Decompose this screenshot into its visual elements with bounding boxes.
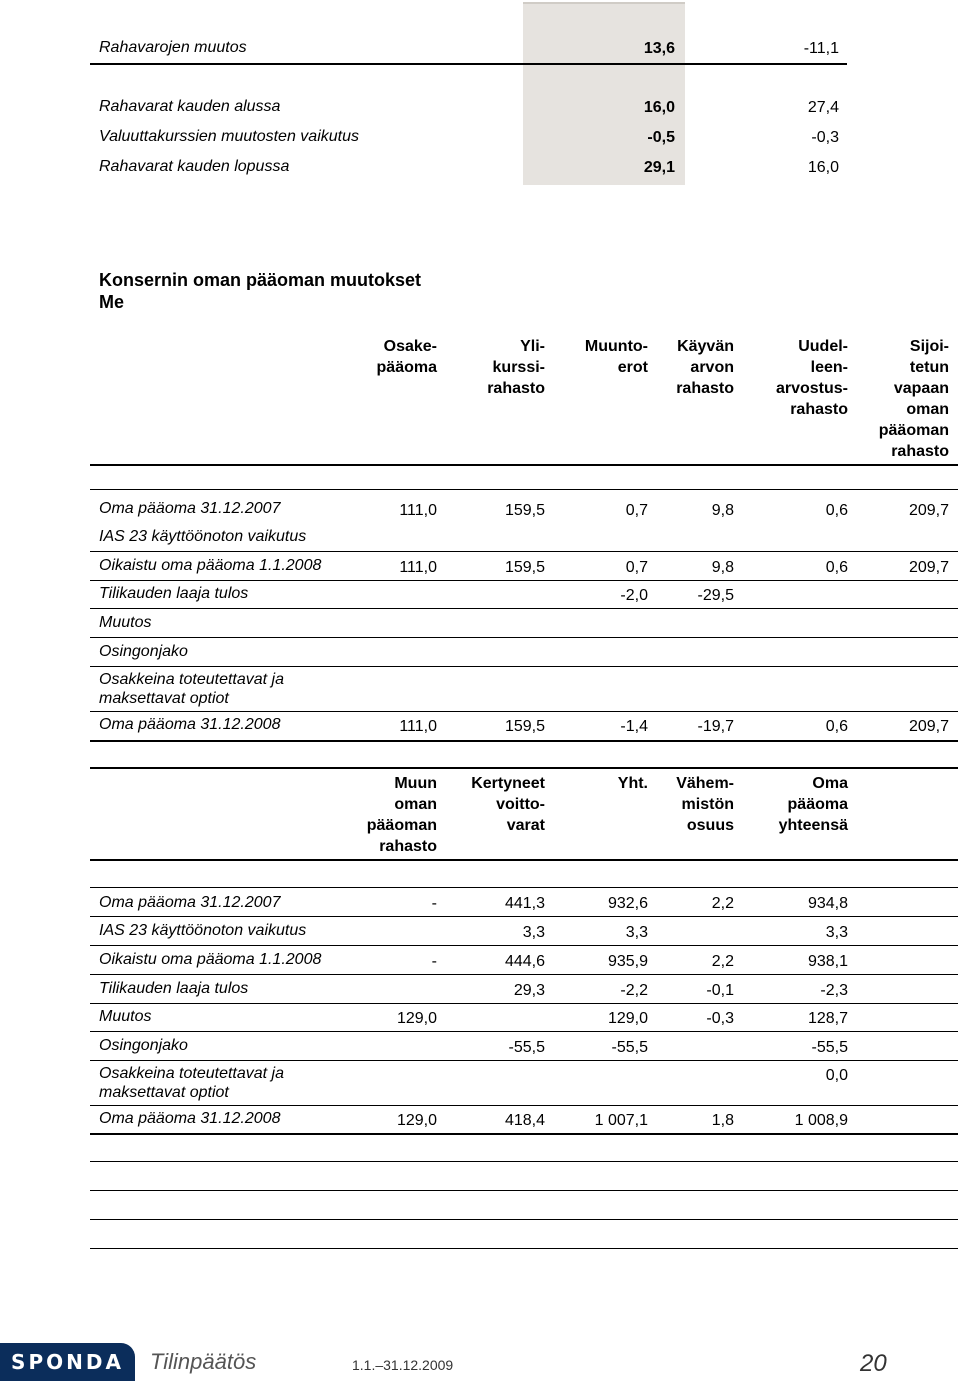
divider	[90, 1248, 958, 1249]
divider	[90, 1161, 958, 1162]
divider	[90, 580, 958, 581]
highlight-top-border	[523, 2, 685, 4]
cell: 932,6	[607, 895, 648, 912]
page-number: 20	[860, 1350, 887, 1377]
cell: 444,6	[504, 953, 545, 970]
cell: 9,8	[711, 502, 734, 519]
cell: 129,0	[396, 1010, 437, 1027]
cell: 129,0	[396, 1112, 437, 1129]
cell: 9,8	[711, 559, 734, 576]
row-label: IAS 23 käyttöönoton vaikutus	[99, 922, 307, 939]
cell: -2,2	[620, 982, 648, 999]
row-label-cont: maksettavat optiot	[99, 1084, 229, 1101]
column-header: Sijoi- tetun vapaan oman pääoman rahasto	[878, 338, 949, 460]
cashflow-label: Rahavarojen muutos	[99, 39, 247, 56]
divider	[90, 1133, 958, 1135]
row-label: IAS 23 käyttöönoton vaikutus	[99, 528, 307, 545]
divider	[90, 637, 958, 638]
row-label: Oma pääoma 31.12.2007	[99, 500, 281, 517]
cell: 0,6	[825, 502, 848, 519]
divider	[90, 887, 958, 888]
cell: 159,5	[504, 502, 545, 519]
cashflow-label: Rahavarat kauden lopussa	[99, 158, 290, 175]
footer-title: Tilinpäätös	[150, 1349, 257, 1374]
column-header: Oma pääoma yhteensä	[778, 775, 848, 834]
cell: -2,3	[820, 982, 848, 999]
divider	[90, 1060, 958, 1061]
divider	[90, 974, 958, 975]
cashflow-cur: 29,1	[643, 159, 675, 176]
divider	[90, 489, 958, 490]
cell: 129,0	[607, 1010, 648, 1027]
header-divider	[90, 464, 958, 466]
column-header: Vähem- mistön osuus	[676, 775, 734, 834]
cell: 128,7	[807, 1010, 848, 1027]
divider	[90, 608, 958, 609]
cashflow-prev: 27,4	[807, 99, 839, 116]
cell: -0,1	[706, 982, 734, 999]
row-label: Muutos	[99, 1008, 152, 1025]
cell: 0,0	[825, 1067, 848, 1084]
sponda-logo: SPONDA	[0, 1343, 135, 1381]
row-label: Osakkeina toteutettavat ja	[99, 671, 284, 688]
cell: 29,3	[513, 982, 545, 999]
row-label: Oma pääoma 31.12.2008	[99, 1110, 281, 1127]
column-header: Kertyneet voitto- varat	[471, 775, 545, 834]
cell: -55,5	[611, 1039, 648, 1056]
cashflow-prev: 16,0	[807, 159, 839, 176]
divider	[90, 551, 958, 552]
cell: 3,3	[825, 924, 848, 941]
unit-label: Me	[99, 292, 125, 312]
cell: 441,3	[504, 895, 545, 912]
column-header: Osake- pääoma	[376, 338, 437, 376]
cell: 159,5	[504, 718, 545, 735]
divider	[90, 63, 847, 65]
divider	[90, 945, 958, 946]
cell: 935,9	[607, 953, 648, 970]
cell: 1,8	[711, 1112, 734, 1129]
cell: 2,2	[711, 953, 734, 970]
footer-period: 1.1.–31.12.2009	[352, 1357, 454, 1373]
cell: -55,5	[508, 1039, 545, 1056]
divider	[90, 916, 958, 917]
cell: 2,2	[711, 895, 734, 912]
cell: 111,0	[399, 718, 437, 735]
cell: 3,3	[522, 924, 545, 941]
cell: 0,6	[825, 718, 848, 735]
divider	[90, 767, 958, 769]
cashflow-prev: -0,3	[811, 129, 839, 146]
cell: -	[431, 953, 437, 970]
divider	[90, 1031, 958, 1032]
cell: 1 007,1	[594, 1112, 648, 1129]
row-label: Tilikauden laaja tulos	[99, 585, 249, 602]
cell: -29,5	[697, 587, 734, 604]
cell: 111,0	[399, 559, 437, 576]
cell: 111,0	[399, 502, 437, 519]
row-label: Tilikauden laaja tulos	[99, 980, 249, 997]
divider	[90, 666, 958, 667]
cell: 0,6	[825, 559, 848, 576]
cashflow-cur: 16,0	[643, 99, 675, 116]
divider	[90, 711, 958, 712]
row-label: Oma pääoma 31.12.2008	[99, 716, 281, 733]
divider	[90, 740, 958, 742]
cashflow-label: Rahavarat kauden alussa	[99, 98, 281, 115]
header-divider	[90, 859, 958, 861]
cell: -2,0	[620, 587, 648, 604]
column-header: Yht.	[617, 775, 648, 792]
cell: 0,7	[625, 502, 648, 519]
cashflow-prev: -11,1	[803, 40, 839, 57]
cell: 209,7	[908, 559, 949, 576]
row-label: Oikaistu oma pääoma 1.1.2008	[99, 557, 322, 574]
cell: 159,5	[504, 559, 545, 576]
cashflow-cur: 13,6	[643, 40, 675, 57]
divider	[90, 1003, 958, 1004]
divider	[90, 1219, 958, 1220]
column-header: Muun oman pääoman rahasto	[366, 775, 437, 855]
column-header: Yli- kurssi- rahasto	[487, 338, 545, 397]
column-header: Käyvän arvon rahasto	[676, 338, 734, 397]
cell: 0,7	[625, 559, 648, 576]
row-label: Muutos	[99, 614, 152, 631]
divider	[90, 1105, 958, 1106]
cell: -19,7	[697, 718, 734, 735]
row-label-cont: maksettavat optiot	[99, 690, 229, 707]
cell: -55,5	[811, 1039, 848, 1056]
cell: 1 008,9	[794, 1112, 848, 1129]
cell: 938,1	[807, 953, 848, 970]
cell: 418,4	[504, 1112, 545, 1129]
cell: -0,3	[706, 1010, 734, 1027]
cell: 3,3	[625, 924, 648, 941]
section-title: Konsernin oman pääoman muutokset	[99, 270, 422, 290]
cell: -	[431, 895, 437, 912]
cashflow-cur: -0,5	[647, 129, 675, 146]
row-label: Oma pääoma 31.12.2007	[99, 894, 281, 911]
row-label: Oikaistu oma pääoma 1.1.2008	[99, 951, 322, 968]
column-header: Muunto- erot	[584, 338, 648, 376]
cell: 209,7	[908, 502, 949, 519]
row-label: Osingonjako	[99, 643, 188, 660]
cell: 209,7	[908, 718, 949, 735]
divider	[90, 1190, 958, 1191]
row-label: Osakkeina toteutettavat ja	[99, 1065, 284, 1082]
cell: 934,8	[807, 895, 848, 912]
cashflow-label: Valuuttakurssien muutosten vaikutus	[99, 128, 359, 145]
row-label: Osingonjako	[99, 1037, 188, 1054]
column-header: Uudel- leen- arvostus- rahasto	[775, 338, 848, 418]
cell: -1,4	[620, 718, 648, 735]
